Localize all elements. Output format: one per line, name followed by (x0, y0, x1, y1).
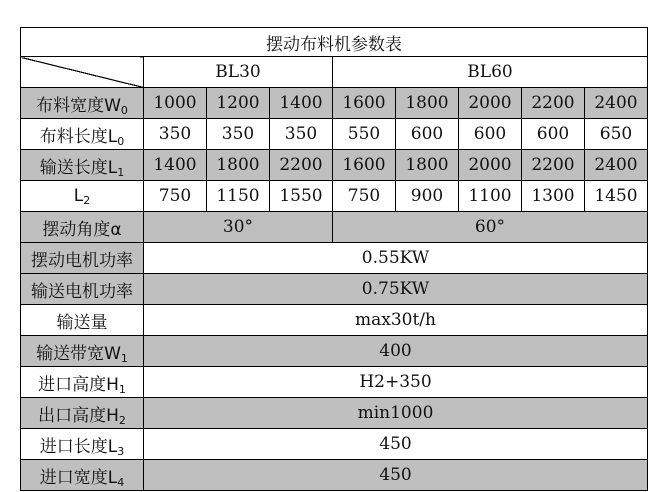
table-cell: 2400 (585, 88, 648, 119)
table-cell: 400 (144, 336, 648, 367)
row-label: 输送长度$L_1$ (21, 150, 144, 181)
row-label: 出口高度$H_2$ (21, 398, 144, 429)
row-label: 输送电机功率 (21, 274, 144, 305)
parameter-table-container (20, 27, 648, 491)
table-cell: 0.75KW (144, 274, 648, 305)
table-row (21, 367, 648, 398)
table-cell: 1600 (333, 88, 396, 119)
table-cell: 1800 (396, 150, 459, 181)
row-label: 进口高度$H_1$ (21, 367, 144, 398)
table-cell: 1000 (144, 88, 207, 119)
table-cell: H2+350 (144, 367, 648, 398)
table-row (21, 119, 648, 150)
header-corner-cell (21, 57, 144, 88)
table-cell: 1400 (270, 88, 333, 119)
table-cell: 350 (270, 119, 333, 150)
table-cell: 1800 (207, 150, 270, 181)
table-cell: 2200 (522, 150, 585, 181)
table-cell: 1800 (396, 88, 459, 119)
parameter-table (20, 27, 648, 491)
table-cell: 750 (144, 181, 207, 212)
table-row (21, 460, 648, 491)
row-label: 布料宽度$W_0$ (21, 88, 144, 119)
table-cell: 1550 (270, 181, 333, 212)
table-cell: 2000 (459, 150, 522, 181)
table-cell: 2200 (522, 88, 585, 119)
table-cell: 450 (144, 460, 648, 491)
table-cell: 600 (396, 119, 459, 150)
table-cell: 1450 (585, 181, 648, 212)
table-cell: 1400 (144, 150, 207, 181)
model-bl30-header: BL30 (144, 57, 333, 88)
table-cell: 1100 (459, 181, 522, 212)
row-label: 进口长度$L_3$ (21, 429, 144, 460)
table-cell: 2400 (585, 150, 648, 181)
table-cell: 1200 (207, 88, 270, 119)
table-row (21, 88, 648, 119)
table-cell: 600 (522, 119, 585, 150)
row-label: $L_2$ (21, 181, 144, 212)
table-cell: 450 (144, 429, 648, 460)
model-bl60-header: BL60 (333, 57, 648, 88)
table-cell: 1600 (333, 150, 396, 181)
row-label: 摆动电机功率 (21, 243, 144, 274)
table-row (21, 429, 648, 460)
table-cell: 350 (144, 119, 207, 150)
row-label: 输送带宽$W_1$ (21, 336, 144, 367)
table-cell: 1300 (522, 181, 585, 212)
table-cell: 30° (144, 212, 333, 243)
row-label: 摆动角度α (21, 212, 144, 243)
table-row (21, 150, 648, 181)
row-label: 输送量 (21, 305, 144, 336)
table-row (21, 212, 648, 243)
table-cell: 0.55KW (144, 243, 648, 274)
table-cell: max30t/h (144, 305, 648, 336)
row-label: 进口宽度$L_4$ (21, 460, 144, 491)
table-cell: 650 (585, 119, 648, 150)
table-cell: 600 (459, 119, 522, 150)
table-cell: 750 (333, 181, 396, 212)
table-row (21, 274, 648, 305)
table-cell: 1150 (207, 181, 270, 212)
table-row (21, 336, 648, 367)
table-row (21, 243, 648, 274)
table-title: 摆动布料机参数表 (21, 28, 648, 57)
table-cell: 2200 (270, 150, 333, 181)
table-cell: 2000 (459, 88, 522, 119)
row-label: 布料长度$L_0$ (21, 119, 144, 150)
table-cell: 550 (333, 119, 396, 150)
table-row (21, 305, 648, 336)
table-cell: 900 (396, 181, 459, 212)
table-cell: 350 (207, 119, 270, 150)
table-row (21, 398, 648, 429)
table-cell: min1000 (144, 398, 648, 429)
table-row (21, 181, 648, 212)
table-cell: 60° (333, 212, 648, 243)
